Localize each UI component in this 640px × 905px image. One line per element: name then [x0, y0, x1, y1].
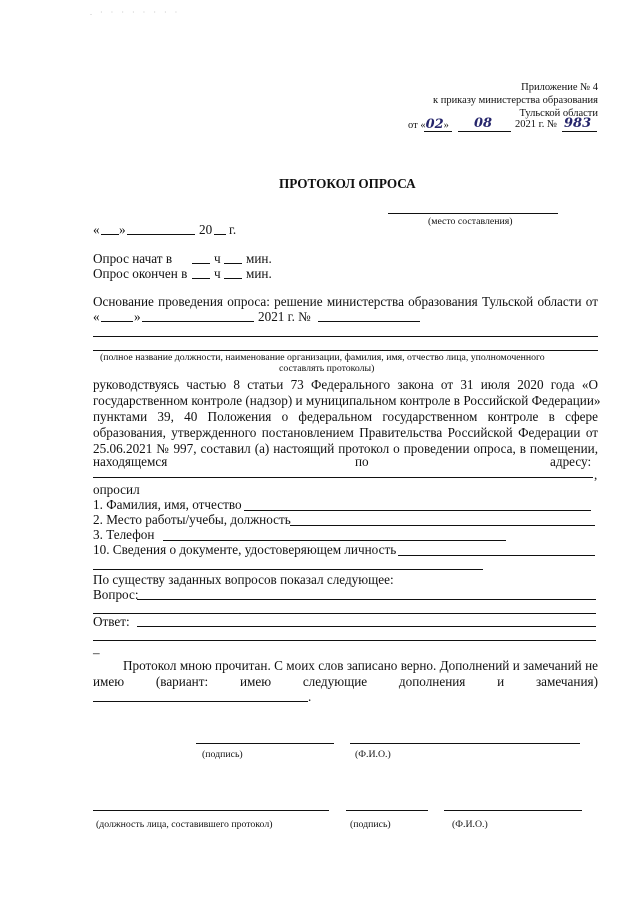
qa-answer-blank-2	[93, 640, 596, 641]
basis-year: 2021 г. №	[258, 309, 311, 324]
time-start-label: Опрос начат в	[93, 251, 173, 266]
signature-blank-1	[196, 743, 334, 744]
official-caption-1: (полное название должности, наименование организации, фамилия, имя, отчество лица, уполномоченного	[100, 352, 545, 363]
position-blank	[93, 810, 329, 811]
scan-artifact: . · · · · · · · ·	[90, 8, 181, 17]
time-start-h-blank	[192, 263, 210, 264]
basis-month-blank	[142, 321, 254, 322]
final-line-1: Протокол мною прочитан. С моих слов записано верно. Дополнений и замечаний не	[123, 658, 598, 673]
interviewed-label: опросил	[93, 482, 140, 497]
qa-dash: –	[93, 645, 100, 660]
appendix-month: 08	[474, 116, 493, 131]
fio-caption-1: (Ф.И.О.)	[355, 749, 391, 760]
qa-answer-label: Ответ:	[93, 614, 130, 629]
time-start-h: ч	[214, 251, 221, 266]
final-word-5: дополнения	[398, 674, 466, 689]
basis-day-blank	[101, 321, 133, 322]
final-dot: .	[308, 689, 312, 704]
qa-intro: По существу заданных вопросов показал следующее:	[93, 572, 394, 587]
appendix-order-line	[408, 118, 449, 132]
appendix-month-underline	[458, 131, 511, 132]
address-word-2: по	[355, 454, 369, 469]
appendix-number-underline	[562, 131, 597, 132]
qa-question-label: Вопрос:	[93, 587, 139, 602]
field-work-label: 2. Место работы/учебы, должность	[93, 512, 291, 527]
date-close-quote: »	[119, 222, 126, 237]
time-end-h: ч	[214, 266, 221, 281]
field-document-label: 10. Сведения о документе, удостоверяющем личность	[93, 542, 397, 557]
signature-caption-1: (подпись)	[202, 749, 243, 760]
time-start-min: мин.	[246, 251, 272, 266]
field-phone-blank	[163, 540, 506, 541]
appendix-line-1: Приложение № 4	[521, 82, 598, 93]
field-document-blank-2	[93, 569, 483, 570]
appendix-day-underline	[424, 131, 452, 132]
time-end-min: мин.	[246, 266, 272, 281]
qa-answer-blank-1	[137, 626, 596, 627]
appendix-from-prefix: от «	[408, 120, 426, 131]
signature-blank-2	[346, 810, 428, 811]
appendix-year: 2021 г. №	[515, 119, 558, 130]
field-name-blank	[244, 510, 591, 511]
place-blank	[388, 213, 558, 214]
final-line-2	[93, 674, 598, 690]
fio-blank-2	[444, 810, 582, 811]
field-document-blank	[398, 555, 595, 556]
body-line-3: пунктами 39, 40 Положения о федеральном государственном контроле в сфере	[93, 409, 598, 424]
address-word-3: адресу:	[550, 454, 592, 469]
final-word-6: и	[497, 674, 505, 689]
final-word-4: следующие	[302, 674, 368, 689]
date-year-blank	[214, 234, 226, 235]
qa-question-blank-2	[93, 613, 596, 614]
fio-caption-2: (Ф.И.О.)	[452, 819, 488, 830]
fio-blank-1	[350, 743, 580, 744]
field-work-blank	[290, 525, 595, 526]
time-end-m-blank	[224, 278, 242, 279]
signature-caption-2: (подпись)	[350, 819, 391, 830]
place-caption: (место составления)	[428, 216, 513, 227]
appendix-mid: »	[443, 120, 449, 131]
official-caption-2: составлять протоколы)	[279, 363, 375, 374]
date-open-quote: «	[93, 222, 100, 237]
official-blank-2	[93, 350, 598, 351]
basis-number-blank	[318, 321, 420, 322]
body-line-1: руководствуясь частью 8 статьи 73 Федерального закона от 31 июля 2020 года «О	[93, 377, 598, 392]
address-word-1: находящемся	[93, 454, 168, 469]
date-month-blank	[127, 234, 195, 235]
final-word-7: замечания)	[535, 674, 598, 689]
appendix-number: 983	[564, 116, 592, 131]
final-blank	[93, 701, 308, 702]
qa-question-blank-1	[137, 599, 596, 600]
final-word-3: имею	[239, 674, 272, 689]
basis-line-1: Основание проведения опроса: решение министерства образования Тульской области от	[93, 294, 598, 309]
address-comma: ,	[594, 467, 598, 482]
time-end-h-blank	[192, 278, 210, 279]
body-line-5: 25.06.2021 № 997, составил (а) настоящий протокол о проведении опроса, в помещении,	[93, 441, 598, 456]
official-blank-1	[93, 336, 598, 337]
address-blank	[93, 477, 593, 478]
page-title: ПРОТОКОЛ ОПРОСА	[279, 176, 416, 191]
time-end-label: Опрос окончен в	[93, 266, 188, 281]
body-line-2: государственном контроле (надзор) и муниципальном контроле в Российской Федерации»	[93, 393, 601, 408]
field-phone-label: 3. Телефон	[93, 527, 155, 542]
appendix-line-2: к приказу министерства образования	[432, 95, 598, 106]
final-word-2: (вариант:	[155, 674, 209, 689]
basis-open-quote: «	[93, 309, 100, 324]
basis-close-quote: »	[134, 309, 141, 324]
date-day-blank	[101, 234, 119, 235]
position-caption: (должность лица, составившего протокол)	[96, 819, 273, 830]
final-word-1: имею	[93, 674, 125, 689]
field-name-label: 1. Фамилия, имя, отчество	[93, 497, 242, 512]
date-century: 20	[199, 222, 213, 237]
appendix-line-3: Тульской области	[519, 108, 598, 119]
time-start-m-blank	[224, 263, 242, 264]
appendix-day: 02	[425, 117, 444, 132]
body-line-4: образования, утвержденного постановлением Правительства Российской Федерации от	[93, 425, 598, 440]
date-year-suffix: г.	[229, 222, 237, 237]
